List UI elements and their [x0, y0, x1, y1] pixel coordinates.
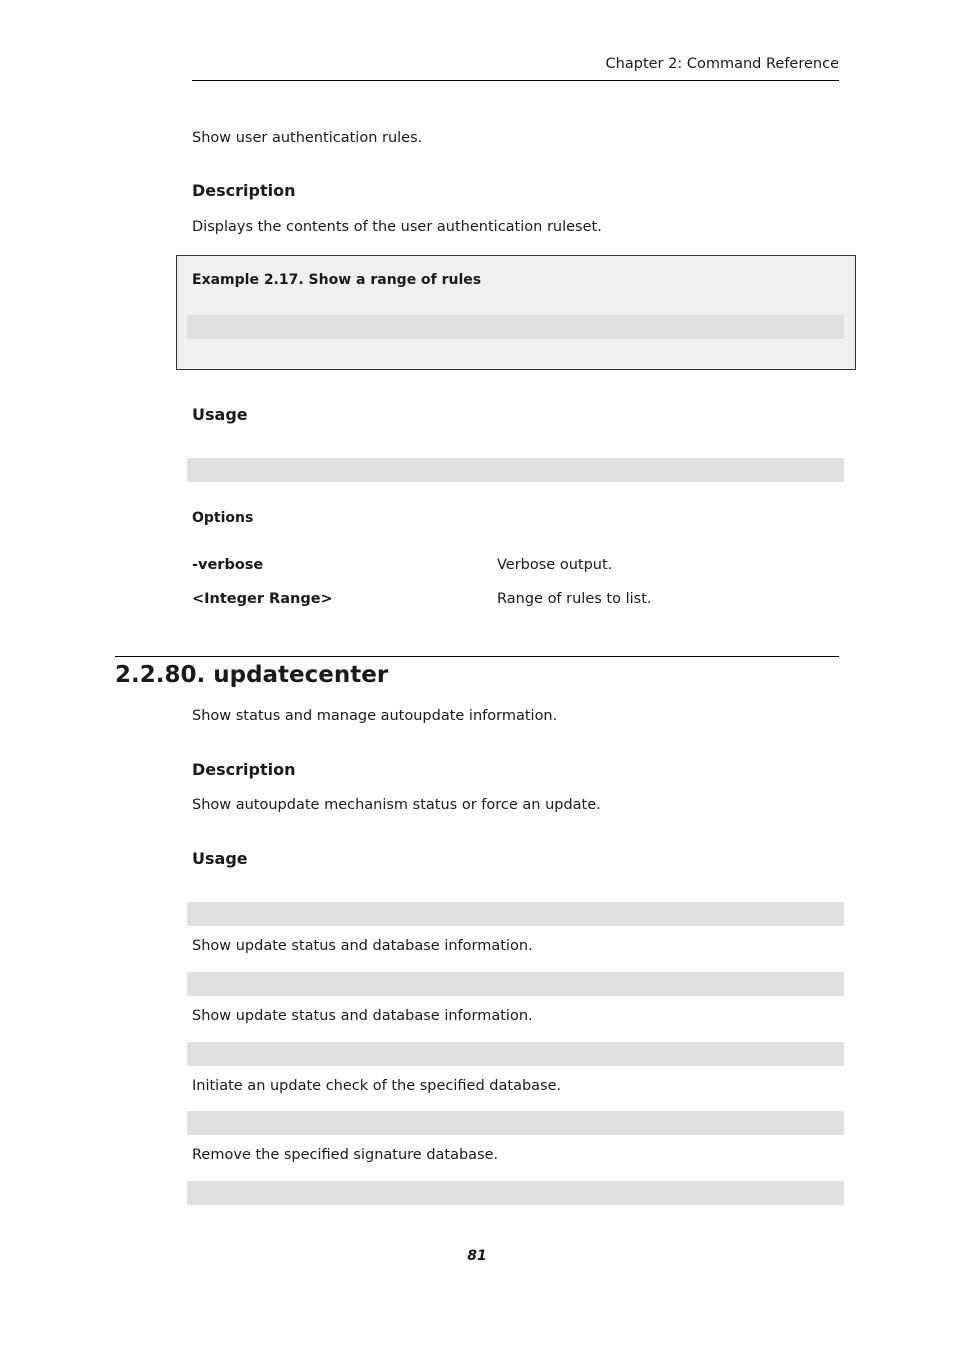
section-title: 2.2.80. updatecenter	[115, 662, 389, 688]
description-text: Show autoupdate mechanism status or force an update.	[192, 797, 601, 813]
usage-code-block	[187, 1042, 844, 1066]
example-title: Example 2.17. Show a range of rules	[192, 272, 482, 288]
usage-code-block	[187, 972, 844, 996]
option-description: Range of rules to list.	[497, 591, 652, 607]
summary-text: Show user authentication rules.	[192, 130, 423, 146]
option-name: -verbose	[192, 557, 264, 573]
example-code-block	[187, 315, 844, 339]
section-rule	[115, 656, 839, 657]
usage-heading: Usage	[192, 405, 248, 424]
usage-code-block	[187, 458, 844, 482]
usage-description: Show update status and database information.	[192, 938, 533, 954]
description-text: Displays the contents of the user authentication ruleset.	[192, 219, 602, 235]
usage-description: Initiate an update check of the specified database.	[192, 1078, 562, 1094]
option-description: Verbose output.	[497, 557, 613, 573]
description-heading: Description	[192, 760, 296, 779]
description-heading: Description	[192, 181, 296, 200]
usage-code-block	[187, 1111, 844, 1135]
usage-description: Show update status and database information.	[192, 1008, 533, 1024]
option-name: <Integer Range>	[192, 591, 333, 607]
header-rule	[192, 80, 839, 81]
usage-heading: Usage	[192, 849, 248, 868]
usage-code-block	[187, 1181, 844, 1205]
usage-description: Remove the specified signature database.	[192, 1147, 499, 1163]
usage-code-block	[187, 902, 844, 926]
running-header: Chapter 2: Command Reference	[605, 56, 839, 72]
options-heading: Options	[192, 510, 254, 526]
page-number: 81	[467, 1248, 487, 1264]
summary-text: Show status and manage autoupdate information.	[192, 708, 558, 724]
